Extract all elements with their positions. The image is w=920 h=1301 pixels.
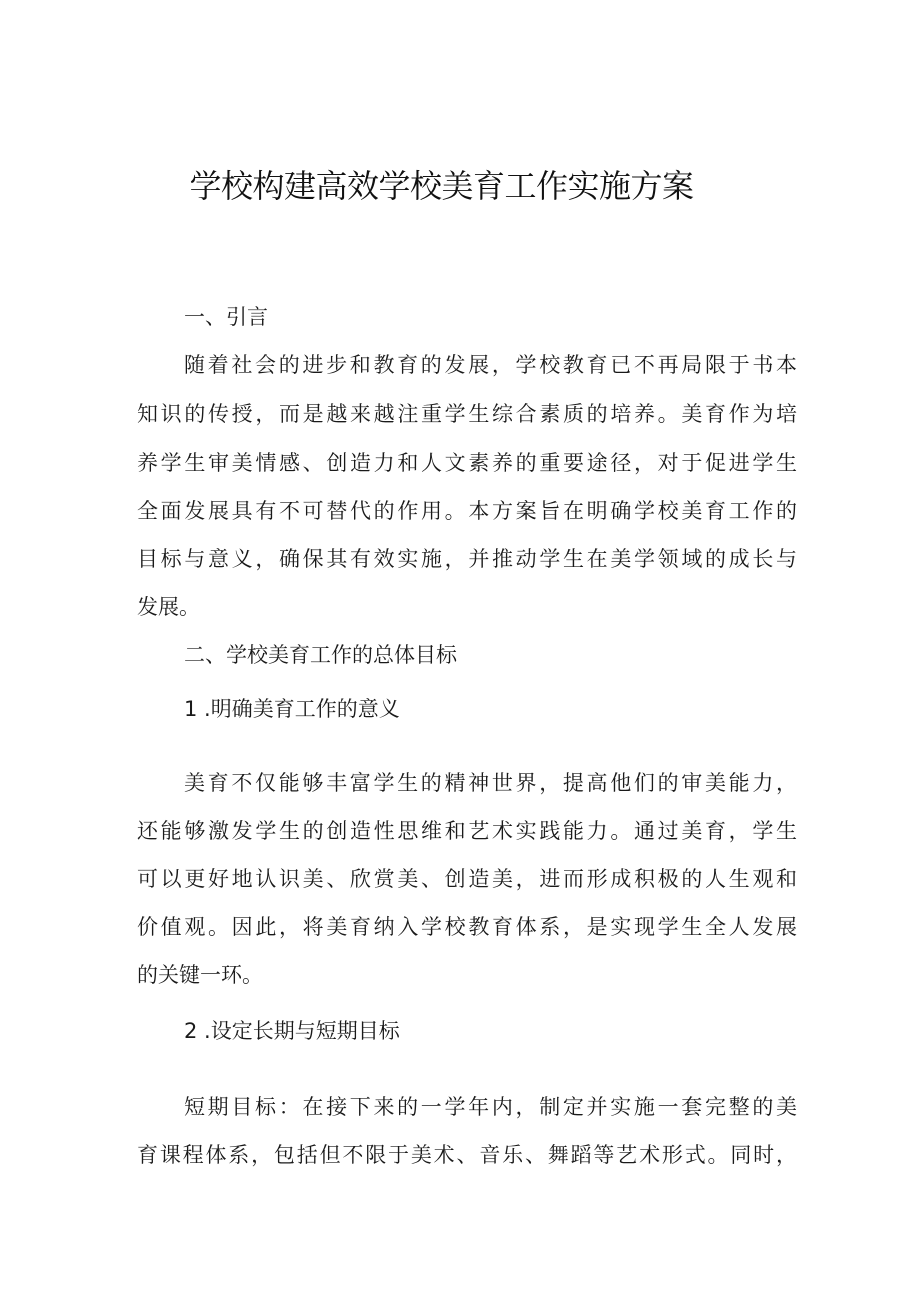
document-title: 学校构建高效学校美育工作实施方案: [189, 167, 694, 205]
subsection-heading-meaning: 1 .明确美育工作的意义: [184, 697, 400, 721]
paragraph-line: 美育不仅能够丰富学生的精神世界，提高他们的审美能力，: [184, 771, 797, 795]
paragraph-line: 还能够激发学生的创造性思维和艺术实践能力。通过美育，学生: [137, 819, 797, 843]
paragraph-line: 知识的传授，而是越来越注重学生综合素质的培养。美育作为培: [137, 402, 797, 426]
paragraph-line: 随着社会的进步和教育的发展，学校教育已不再局限于书本: [184, 353, 797, 377]
section-heading-goals: 二、学校美育工作的总体目标: [184, 643, 457, 667]
paragraph-line: 价值观。因此，将美育纳入学校教育体系，是实现学生全人发展: [137, 915, 797, 939]
paragraph-line: 育课程体系，包括但不限于美术、音乐、舞蹈等艺术形式。同时，: [137, 1143, 797, 1167]
paragraph-line: 可以更好地认识美、欣赏美、创造美，进而形成积极的人生观和: [137, 867, 797, 891]
subsection-heading-targets: 2 .设定长期与短期目标: [184, 1019, 400, 1043]
paragraph-line: 全面发展具有不可替代的作用。本方案旨在明确学校美育工作的: [137, 499, 797, 523]
section-heading-introduction: 一、引言: [184, 305, 268, 329]
paragraph-line: 短期目标：在接下来的一学年内，制定并实施一套完整的美: [184, 1095, 797, 1119]
paragraph-line: 目标与意义，确保其有效实施，并推动学生在美学领域的成长与: [137, 547, 797, 571]
paragraph-line: 养学生审美情感、创造力和人文素养的重要途径，对于促进学生: [137, 451, 797, 475]
paragraph-line: 的关键一环。: [137, 963, 263, 987]
paragraph-line: 发展。: [137, 595, 200, 619]
